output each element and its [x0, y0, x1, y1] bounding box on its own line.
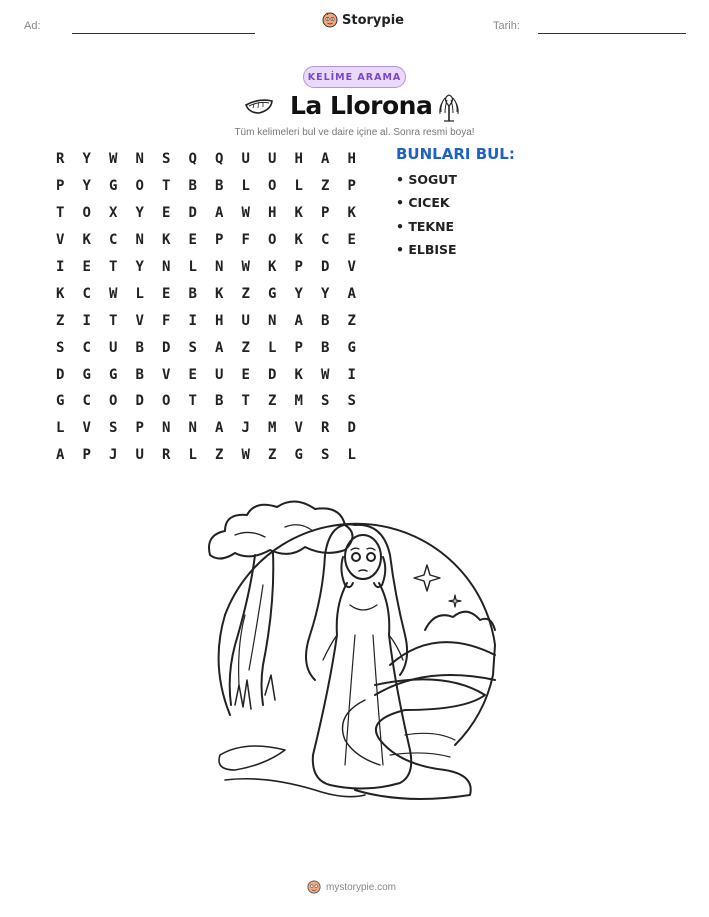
grid-cell[interactable]: N: [162, 420, 171, 437]
grid-cell[interactable]: F: [241, 232, 250, 249]
grid-cell[interactable]: P: [215, 232, 224, 249]
grid-cell[interactable]: P: [56, 178, 65, 195]
grid-cell[interactable]: E: [162, 285, 171, 302]
grid-cell[interactable]: C: [82, 285, 91, 302]
grid-cell[interactable]: W: [109, 285, 118, 302]
grid-cell[interactable]: A: [215, 339, 224, 356]
grid-cell[interactable]: A: [215, 420, 224, 437]
willow-tree-icon: [436, 92, 462, 122]
grid-cell[interactable]: D: [162, 339, 171, 356]
grid-cell[interactable]: E: [82, 259, 91, 275]
grid-cell[interactable]: O: [268, 232, 277, 249]
grid-cell[interactable]: Q: [215, 151, 224, 168]
grid-cell[interactable]: I: [188, 312, 197, 329]
grid-cell[interactable]: R: [56, 151, 65, 168]
word-list-title: BUNLARI BUL:: [396, 145, 515, 163]
grid-cell[interactable]: Z: [268, 393, 277, 410]
grid-cell[interactable]: M: [294, 393, 303, 410]
footer-site: mystorypie.com: [326, 881, 397, 893]
grid-cell[interactable]: Z: [241, 339, 250, 356]
grid-cell[interactable]: K: [294, 232, 303, 249]
name-line[interactable]: [72, 33, 255, 34]
grid-cell[interactable]: J: [241, 420, 250, 437]
grid-cell[interactable]: N: [162, 259, 171, 275]
brand: [322, 12, 404, 28]
grid-cell[interactable]: K: [268, 259, 277, 275]
grid-cell[interactable]: C: [321, 232, 330, 249]
grid-cell[interactable]: K: [347, 205, 356, 222]
grid-cell[interactable]: B: [135, 339, 144, 356]
grid-cell[interactable]: G: [82, 366, 91, 383]
grid-cell[interactable]: U: [135, 447, 144, 464]
grid-cell[interactable]: P: [294, 259, 303, 275]
grid-cell[interactable]: A: [215, 205, 224, 222]
grid-cell[interactable]: W: [241, 205, 250, 222]
grid-cell[interactable]: E: [347, 232, 356, 249]
grid-cell[interactable]: S: [321, 393, 330, 410]
grid-cell[interactable]: G: [109, 178, 118, 195]
grid-cell[interactable]: B: [215, 393, 224, 410]
grid-cell[interactable]: A: [56, 447, 65, 464]
grid-cell[interactable]: Y: [321, 285, 330, 302]
grid-cell[interactable]: I: [82, 312, 91, 329]
grid-cell[interactable]: A: [347, 285, 356, 302]
grid-cell[interactable]: K: [162, 232, 171, 249]
grid-cell[interactable]: S: [321, 447, 330, 464]
grid-cell[interactable]: P: [294, 339, 303, 356]
grid-cell[interactable]: B: [188, 178, 197, 195]
la-llorona-coloring-illustration[interactable]: [205, 495, 505, 805]
grid-cell[interactable]: Y: [135, 205, 144, 222]
grid-cell[interactable]: P: [135, 420, 144, 437]
name-label: Ad:: [24, 20, 41, 32]
grid-cell[interactable]: S: [109, 420, 118, 437]
word-list-item: • SOGUT: [396, 172, 457, 187]
grid-cell[interactable]: Y: [135, 259, 144, 275]
grid-cell[interactable]: Q: [188, 151, 197, 168]
grid-cell[interactable]: J: [109, 447, 118, 464]
grid-cell[interactable]: O: [109, 393, 118, 410]
word-list-item: • ELBISE: [396, 241, 457, 257]
instructions: Tüm kelimeleri bul ve daire içine al. Sonra resmi boya!: [234, 127, 475, 138]
grid-cell[interactable]: L: [294, 178, 303, 195]
grid-cell[interactable]: L: [347, 447, 356, 464]
grid-cell[interactable]: B: [188, 285, 197, 302]
grid-cell[interactable]: E: [162, 205, 171, 222]
grid-cell[interactable]: P: [321, 205, 330, 222]
grid-cell[interactable]: D: [321, 259, 330, 275]
grid-cell[interactable]: L: [56, 420, 65, 437]
grid-cell[interactable]: V: [56, 232, 65, 249]
grid-cell[interactable]: M: [268, 420, 277, 437]
grid-cell[interactable]: S: [188, 339, 197, 356]
grid-cell[interactable]: Z: [215, 447, 224, 464]
grid-cell[interactable]: T: [109, 312, 118, 329]
grid-cell[interactable]: O: [82, 205, 91, 222]
grid-cell[interactable]: B: [321, 339, 330, 356]
grid-cell[interactable]: C: [82, 339, 91, 356]
word-list-item: • TEKNE: [396, 218, 455, 234]
grid-cell[interactable]: O: [162, 393, 171, 410]
grid-cell[interactable]: S: [56, 339, 65, 356]
grid-cell[interactable]: A: [294, 312, 303, 329]
grid-cell[interactable]: Y: [82, 151, 91, 168]
grid-cell[interactable]: W: [241, 447, 250, 464]
grid-cell[interactable]: K: [294, 205, 303, 222]
grid-cell[interactable]: L: [268, 339, 277, 356]
grid-cell[interactable]: Z: [56, 312, 65, 329]
storypie-logo-icon: [322, 12, 338, 28]
grid-cell[interactable]: G: [347, 339, 356, 356]
grid-cell[interactable]: N: [188, 420, 197, 437]
grid-cell[interactable]: L: [241, 178, 250, 195]
grid-cell[interactable]: L: [188, 447, 197, 464]
date-line[interactable]: [538, 33, 686, 34]
word-list-item: • CICEK: [396, 195, 450, 211]
grid-cell[interactable]: Z: [241, 285, 250, 302]
grid-cell[interactable]: X: [109, 205, 118, 222]
grid-cell[interactable]: B: [135, 366, 144, 383]
grid-cell[interactable]: L: [135, 285, 144, 302]
brand-name: Storypie: [342, 12, 404, 28]
grid-cell[interactable]: D: [56, 366, 65, 383]
grid-cell[interactable]: C: [82, 393, 91, 410]
grid-cell[interactable]: E: [188, 232, 197, 249]
grid-cell[interactable]: F: [162, 312, 171, 329]
grid-cell[interactable]: T: [109, 259, 118, 275]
grid-cell[interactable]: K: [82, 232, 91, 249]
grid-cell[interactable]: O: [268, 178, 277, 195]
page-title: La Llorona: [290, 91, 433, 120]
grid-cell[interactable]: Y: [82, 178, 91, 195]
grid-cell[interactable]: O: [135, 178, 144, 195]
grid-cell[interactable]: V: [162, 366, 171, 383]
grid-cell[interactable]: A: [321, 151, 330, 168]
grid-cell[interactable]: N: [135, 232, 144, 249]
grid-cell[interactable]: W: [109, 151, 118, 168]
grid-cell[interactable]: S: [162, 151, 171, 168]
grid-cell[interactable]: W: [321, 366, 330, 383]
date-label: Tarih:: [493, 20, 520, 32]
grid-cell[interactable]: N: [135, 151, 144, 168]
grid-cell[interactable]: N: [215, 259, 224, 275]
boat-icon: [244, 96, 274, 116]
grid-cell[interactable]: D: [135, 393, 144, 410]
grid-cell[interactable]: T: [56, 205, 65, 222]
grid-cell[interactable]: C: [109, 232, 118, 249]
grid-cell[interactable]: G: [109, 366, 118, 383]
grid-cell[interactable]: G: [294, 447, 303, 464]
grid-cell[interactable]: D: [347, 420, 356, 437]
grid-cell[interactable]: R: [321, 420, 330, 437]
grid-cell[interactable]: K: [56, 285, 65, 302]
footer: [307, 880, 396, 894]
grid-cell[interactable]: G: [56, 393, 65, 410]
grid-cell[interactable]: V: [347, 259, 356, 275]
grid-cell[interactable]: U: [215, 366, 224, 383]
word-search-grid[interactable]: [47, 146, 365, 469]
grid-cell[interactable]: R: [162, 447, 171, 464]
grid-cell[interactable]: H: [268, 205, 277, 222]
grid-cell[interactable]: L: [188, 259, 197, 275]
grid-cell[interactable]: E: [188, 366, 197, 383]
grid-cell[interactable]: E: [241, 366, 250, 383]
grid-cell[interactable]: K: [294, 366, 303, 383]
grid-cell[interactable]: I: [56, 259, 65, 275]
grid-cell[interactable]: N: [268, 312, 277, 329]
grid-cell[interactable]: V: [294, 420, 303, 437]
grid-cell[interactable]: V: [82, 420, 91, 437]
grid-cell[interactable]: T: [241, 393, 250, 410]
grid-cell[interactable]: B: [321, 312, 330, 329]
grid-cell[interactable]: B: [215, 178, 224, 195]
grid-cell[interactable]: Y: [294, 285, 303, 302]
grid-cell[interactable]: U: [109, 339, 118, 356]
grid-cell[interactable]: I: [347, 366, 356, 383]
grid-cell[interactable]: G: [268, 285, 277, 302]
grid-cell[interactable]: W: [241, 259, 250, 275]
storypie-logo-icon: [307, 880, 321, 894]
grid-cell[interactable]: T: [162, 178, 171, 195]
grid-cell[interactable]: Z: [347, 312, 356, 329]
grid-cell[interactable]: H: [215, 312, 224, 329]
grid-cell[interactable]: Z: [321, 178, 330, 195]
grid-cell[interactable]: U: [241, 151, 250, 168]
word-list: [396, 172, 457, 265]
grid-cell[interactable]: P: [347, 178, 356, 195]
grid-cell[interactable]: P: [82, 447, 91, 464]
grid-cell[interactable]: U: [268, 151, 277, 168]
grid-cell[interactable]: Z: [268, 447, 277, 464]
grid-cell[interactable]: H: [294, 151, 303, 168]
grid-cell[interactable]: S: [347, 393, 356, 410]
grid-cell[interactable]: U: [241, 312, 250, 329]
grid-cell[interactable]: V: [135, 312, 144, 329]
grid-cell[interactable]: D: [268, 366, 277, 383]
grid-cell[interactable]: H: [347, 151, 356, 168]
grid-cell[interactable]: T: [188, 393, 197, 410]
grid-cell[interactable]: D: [188, 205, 197, 222]
grid-cell[interactable]: K: [215, 285, 224, 302]
activity-badge: KELİME ARAMA: [303, 66, 406, 88]
